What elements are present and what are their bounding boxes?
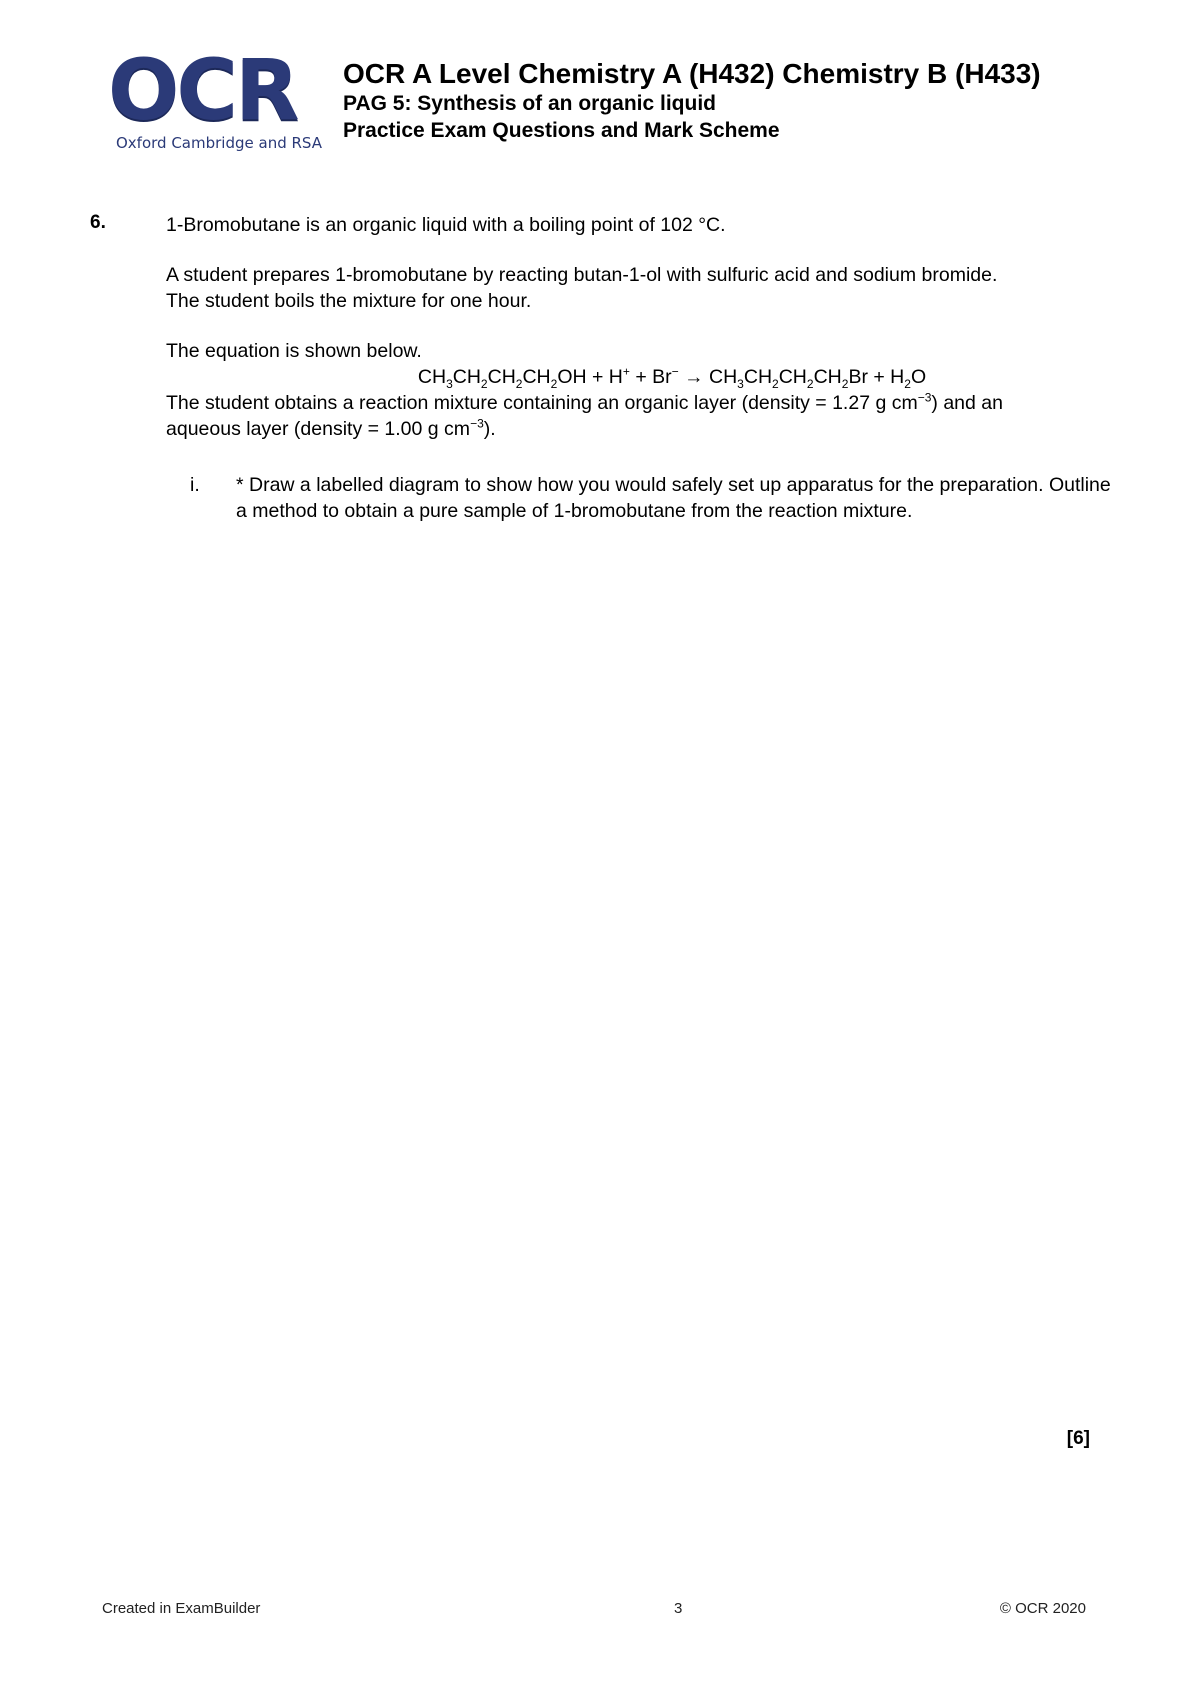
marks-label: [6]	[1066, 1428, 1090, 1449]
footer-copyright: © OCR 2020	[999, 1600, 1086, 1617]
question-body	[166, 212, 1126, 442]
preparation-line-1: A student prepares 1-bromobutane by reacting butan-1-ol with sulfuric acid and sodium bromide.	[166, 264, 998, 286]
document-subtitle-pag: PAG 5: Synthesis of an organic liquid	[343, 92, 716, 116]
question-number: 6.	[90, 212, 106, 233]
document-title: OCR A Level Chemistry A (H432) Chemistry B (H433)	[343, 58, 1041, 89]
part-number: i.	[190, 474, 200, 496]
mixture-description-line-2: aqueous layer (density = 1.00 g $cm^{-3}$).	[166, 416, 496, 440]
ocr-logo	[108, 41, 336, 158]
part-text: * Draw a labelled diagram to show how you would safely set up apparatus for the preparation. Outline a method to obtain a pure sample of 1-bromobutane from the reaction mixture.	[236, 474, 1111, 522]
footer-page-number: 3	[674, 1600, 683, 1617]
document-subtitle-practice: Practice Exam Questions and Mark Scheme	[343, 119, 780, 143]
preparation-line-2: The student boils the mixture for one hour.	[166, 290, 532, 312]
mixture-description-line-1: The student obtains a reaction mixture containing an organic layer (density = 1.27 g $cm^{-3}$) and an	[166, 390, 1003, 414]
equation-intro: The equation is shown below.	[166, 340, 422, 362]
footer-created-in: Created in ExamBuilder	[102, 1600, 261, 1617]
chemical-equation: $CH_3CH_2CH_2CH_2OH + H^+ + Br^- \to CH_3CH_2CH_2CH_2Br + H_2O$	[417, 364, 927, 391]
logo-wordmark: OCR	[108, 41, 297, 139]
document-header	[343, 58, 1041, 145]
logo-subtitle: Oxford Cambridge and RSA	[116, 134, 322, 152]
question-intro: 1-Bromobutane is an organic liquid with a boiling point of 102 °C.	[166, 214, 726, 236]
